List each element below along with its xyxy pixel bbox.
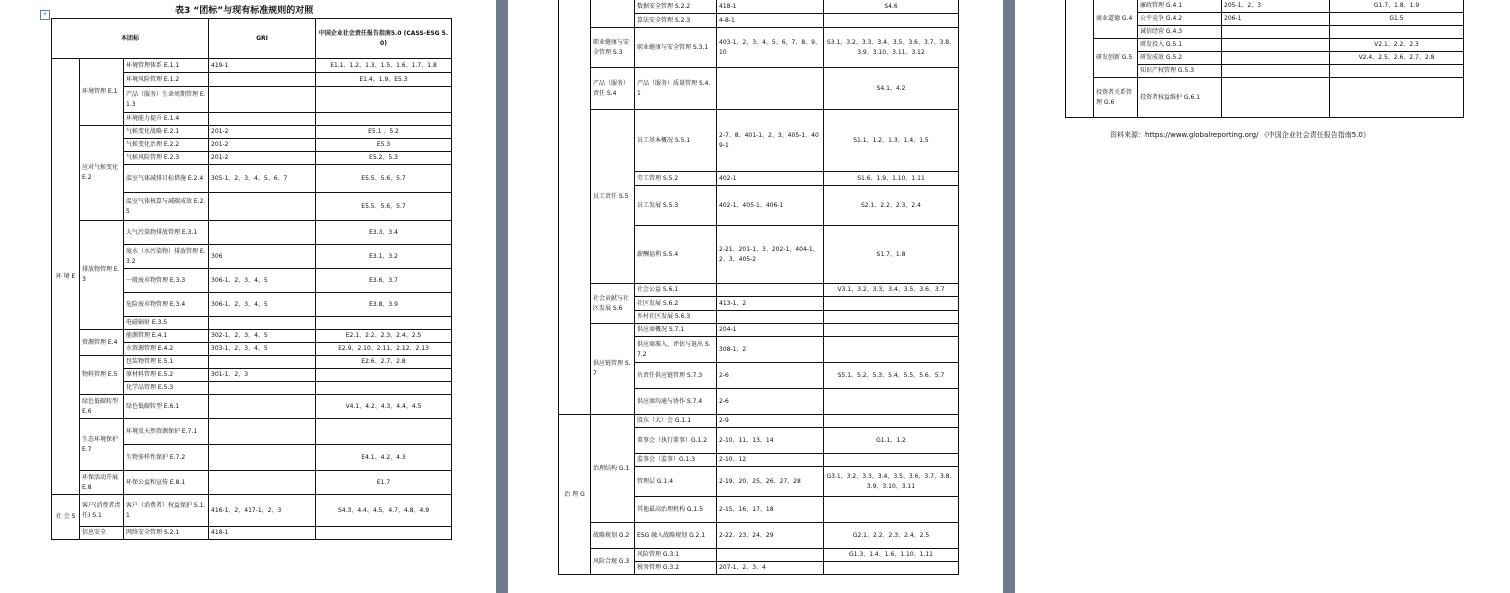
cass-cell: E2.1、2.2、2.3、2.4、2.5 — [316, 330, 452, 343]
cass-cell — [316, 87, 452, 113]
item-label: 数据安全管理 S.2.2 — [635, 0, 717, 14]
item-label: 社会公益 S.6.1 — [635, 284, 717, 297]
table-row — [559, 415, 959, 428]
item-label: 员工基本概况 S.5.1 — [635, 110, 717, 172]
table-row — [559, 284, 959, 297]
group-cell: 信息安全 — [80, 527, 124, 540]
group-cell: 环保活动开展 E.8 — [80, 471, 124, 495]
item-label: 能源管理 E.4.1 — [124, 330, 209, 343]
gri-cell — [1222, 39, 1330, 52]
table-move-icon[interactable]: + — [40, 10, 50, 20]
gri-cell: 201-2 — [209, 152, 316, 165]
item-label: 管理层 G.1.4 — [635, 467, 717, 497]
gri-cell — [717, 284, 824, 297]
item-label: 危险废弃物管理 E.3.4 — [124, 293, 209, 317]
item-label: 供应商概况 S.7.1 — [635, 324, 717, 337]
cass-cell — [824, 14, 959, 28]
table-row — [52, 126, 452, 139]
cass-cell — [1330, 78, 1464, 118]
table-row — [52, 419, 452, 445]
gri-cell — [1222, 65, 1330, 78]
cass-cell — [824, 311, 959, 324]
gri-cell: 418-1 — [209, 527, 316, 540]
cass-cell: S1.1、1.2、1.3、1.4、1.5 — [824, 110, 959, 172]
cass-cell: E5.5、5.6、5.7 — [316, 193, 452, 221]
gri-cell: 2-9 — [717, 415, 824, 428]
gri-cell — [209, 221, 316, 245]
table-row — [559, 549, 959, 562]
item-label: 诚信经营 G.4.3 — [1138, 26, 1222, 39]
cass-cell: S3.1、3.2、3.3、3.4、3.5、3.6、3.7、3.8、3.9、3.10、3.11、3.12 — [824, 28, 959, 68]
item-label: 社区发展 S.6.2 — [635, 297, 717, 311]
group-cell: 商业道德 G.4 — [1094, 0, 1138, 39]
gri-cell: 416-1、2、417-1、2、3 — [209, 495, 316, 527]
cass-cell: E1.7 — [316, 471, 452, 495]
cass-cell: E3.1、3.2 — [316, 245, 452, 269]
gri-cell: 205-1、2、3 — [1222, 0, 1330, 13]
gri-cell — [209, 113, 316, 126]
group-cell: 员工责任 S.5 — [591, 110, 635, 284]
gri-cell: 206-1 — [1222, 13, 1330, 26]
item-label: 董事会（执行董事）G.1.2 — [635, 428, 717, 454]
item-label: 产品（服务）质量管理 S.4.1 — [635, 68, 717, 110]
item-label: 环保公益和宣传 E.8.1 — [124, 471, 209, 495]
item-label: 负责任供应链管理 S.7.3 — [635, 363, 717, 389]
cass-cell: G3.1、3.2、3.3、3.4、3.5、3.6、3.7、3.8、3.9、3.10、3.11 — [824, 467, 959, 497]
group-cell: 资源管理 E.4 — [80, 330, 124, 356]
cass-cell: E3.3、3.4 — [316, 221, 452, 245]
item-label: 原材料管理 E.5.2 — [124, 369, 209, 382]
page-3 — [1015, 0, 1510, 593]
cass-cell: S4.1、4.2 — [824, 68, 959, 110]
cass-cell: E4.1、4.2、4.3 — [316, 445, 452, 471]
group-cell: 治理结构 G.1 — [591, 415, 635, 523]
gri-cell: 204-1 — [717, 324, 824, 337]
item-label: 廉政管理 G.4.1 — [1138, 0, 1222, 13]
group-cell: 职业健康与安全管理 S.3 — [591, 28, 635, 68]
group-cell: 环境管理 E.1 — [80, 59, 124, 126]
cass-cell — [824, 415, 959, 428]
gri-cell: 418-1 — [717, 0, 824, 14]
item-label: 环境及天然资源保护 E.7.1 — [124, 419, 209, 445]
group-cell: 战略规划 G.2 — [591, 523, 635, 549]
cass-cell: S1.7、1.8 — [824, 226, 959, 284]
gri-cell — [209, 356, 316, 369]
cass-cell — [824, 497, 959, 523]
cass-cell: E2.9、2.10、2.11、2.12、2.13 — [316, 343, 452, 356]
gri-cell: 2-19、20、25、26、27、28 — [717, 467, 824, 497]
gri-cell: 4-8-1 — [717, 14, 824, 28]
item-label: 客户（消费者）权益保护 S.1.1 — [124, 495, 209, 527]
item-label: 环境管理体系 E.1.1 — [124, 59, 209, 73]
gri-cell: 301-1、2、3 — [209, 369, 316, 382]
group-cell: 客户(消费者责任) S.1 — [80, 495, 124, 527]
gri-cell — [209, 382, 316, 395]
table-row — [1066, 0, 1464, 13]
item-label: 知识产权管理 G.5.3 — [1138, 65, 1222, 78]
gri-cell: 303-1、2、3、4、5 — [209, 343, 316, 356]
item-label: 气候变化战略 E.2.1 — [124, 126, 209, 139]
group-cell: 绿色低碳转型 E.6 — [80, 395, 124, 419]
table-row — [52, 59, 452, 73]
cass-cell: E3.8、3.9 — [316, 293, 452, 317]
gri-cell — [209, 471, 316, 495]
item-label: 环境能力提升 E.1.4 — [124, 113, 209, 126]
item-label: 包装物管理 E.5.1 — [124, 356, 209, 369]
item-label: 温室气体核算与减碳成效 E.2.5 — [124, 193, 209, 221]
table-row — [559, 324, 959, 337]
level1-social: 社 会 S — [52, 495, 80, 540]
cass-cell: E3.6、3.7 — [316, 269, 452, 293]
item-label: 电磁辐射 E.3.5 — [124, 317, 209, 330]
cass-cell: E5.5、5.6、5.7 — [316, 165, 452, 193]
group-cell: 排放物管理 E.3 — [80, 221, 124, 330]
gri-cell — [209, 87, 316, 113]
item-label: 劳工管理 S.5.2 — [635, 172, 717, 186]
item-label: 乡村社区发展 S.6.3 — [635, 311, 717, 324]
mapping-table-page-3 — [1065, 0, 1464, 118]
cass-cell: V2.4、2.5、2.6、2.7、2.8 — [1330, 52, 1464, 65]
cass-cell: V2.1、2.2、2.3 — [1330, 39, 1464, 52]
gri-cell: 201-2 — [209, 139, 316, 152]
cass-cell: G1.3、1.4、1.6、1.10、1.11 — [824, 549, 959, 562]
cass-cell: E5.2、5.3 — [316, 152, 452, 165]
gri-cell: 2-10、12 — [717, 454, 824, 467]
group-cell: 供应链管理 S.7 — [591, 324, 635, 415]
cass-cell — [1330, 65, 1464, 78]
item-label: 气候风险管理 E.2.3 — [124, 152, 209, 165]
item-label: 气候变化治理 E.2.2 — [124, 139, 209, 152]
table-row — [52, 330, 452, 343]
table-row — [1066, 78, 1464, 118]
item-label: 网络安全管理 S.2.1 — [124, 527, 209, 540]
cass-cell — [824, 324, 959, 337]
cass-cell — [824, 389, 959, 415]
item-label: 职业健康与安全管理 S.3.1 — [635, 28, 717, 68]
item-label: 研发投入 G.5.1 — [1138, 39, 1222, 52]
cass-cell — [316, 382, 452, 395]
table-row — [52, 527, 452, 540]
cass-cell: S2.1、2.2、2.3、2.4 — [824, 186, 959, 226]
cass-cell: S4.6 — [824, 0, 959, 14]
table-row — [559, 523, 959, 549]
gri-cell: 2-22、23、24、29 — [717, 523, 824, 549]
item-label: 大气污染物排放管理 E.3.1 — [124, 221, 209, 245]
cass-cell: E5.1 、5.2 — [316, 126, 452, 139]
cass-cell: E2.6、2.7、2.8 — [316, 356, 452, 369]
gri-cell: 2-7、8、401-1、2、3、405-1、409-1 — [717, 110, 824, 172]
item-label: 供应商沟通与协作 S.7.4 — [635, 389, 717, 415]
cass-cell — [824, 337, 959, 363]
table-row — [52, 356, 452, 369]
item-label: 公平竞争 G.4.2 — [1138, 13, 1222, 26]
table-row — [559, 28, 959, 68]
item-label: 化学品管理 E.5.3 — [124, 382, 209, 395]
header-gri: GRI — [209, 19, 316, 59]
source-note: 资料来源：https://www.globalreporting.org/ 《中国企业社会责任报告指南5.0》 — [1110, 131, 1370, 139]
item-label: 环境风险管理 E.1.2 — [124, 73, 209, 87]
gri-cell: 305-1、2、3、4、5、6、7 — [209, 165, 316, 193]
gri-cell: 2-10、11、13、14 — [717, 428, 824, 454]
gri-cell — [209, 317, 316, 330]
group-cell — [591, 0, 635, 28]
cass-cell — [824, 562, 959, 575]
level1-env: 环 境 E — [52, 59, 80, 495]
gri-cell: 402-1、405-1、406-1 — [717, 186, 824, 226]
page-1 — [0, 0, 496, 593]
cass-cell: E1.1、1.2、1.3、1.5、1.6、1.7、1.8 — [316, 59, 452, 73]
gri-cell — [209, 445, 316, 471]
item-label: 股东（大）会 G.1.1 — [635, 415, 717, 428]
page-2 — [508, 0, 1003, 593]
cass-cell: E1.4、1.9、E5.3 — [316, 73, 452, 87]
table-row — [559, 68, 959, 110]
gri-cell: 302-1、2、3、4、5 — [209, 330, 316, 343]
cass-cell — [316, 527, 452, 540]
mapping-table-page-2 — [558, 0, 959, 575]
item-label: 投资者权益维护 G.6.1 — [1138, 78, 1222, 118]
table-row — [52, 495, 452, 527]
gri-cell — [209, 73, 316, 87]
item-label: 税务管理 G.3.2 — [635, 562, 717, 575]
cass-cell: G1.7、1.8、1.9 — [1330, 0, 1464, 13]
group-cell: 研发创新 G.5 — [1094, 39, 1138, 78]
cass-cell — [316, 113, 452, 126]
item-label: 绿色低碳转型 E.6.1 — [124, 395, 209, 419]
mapping-table-page-1 — [51, 18, 452, 540]
item-label: ESG 融入战略规划 G.2.1 — [635, 523, 717, 549]
gri-cell: 308-1、2 — [717, 337, 824, 363]
table-row — [52, 471, 452, 495]
gri-cell: 402-1 — [717, 172, 824, 186]
gri-cell: 2-6 — [717, 389, 824, 415]
item-label: 供应商准入、评估与退出 S.7.2 — [635, 337, 717, 363]
table-row — [1066, 39, 1464, 52]
table-row — [52, 221, 452, 245]
cass-cell — [316, 419, 452, 445]
gri-cell: 201-2 — [209, 126, 316, 139]
cass-cell: S1.6、1.9、1.10、1.11 — [824, 172, 959, 186]
item-label: 温室气体减排目标措施 E.2.4 — [124, 165, 209, 193]
cass-cell — [824, 297, 959, 311]
level1-gov: 治 理 G — [559, 415, 591, 575]
table-title: 表3 “团标”与现有标准规则的对照 — [175, 6, 314, 16]
item-label: 薪酬福利 S.5.4 — [635, 226, 717, 284]
gri-cell — [1222, 26, 1330, 39]
gri-cell — [1222, 52, 1330, 65]
cass-cell: V3.1、3.2、3.3、3.4、3.5、3.6、3.7 — [824, 284, 959, 297]
item-label: 产品（服务）生命周期管理 E.1.3 — [124, 87, 209, 113]
cass-cell — [316, 369, 452, 382]
group-cell: 生态环境保护 E.7 — [80, 419, 124, 471]
cass-cell: G1.1、1.2 — [824, 428, 959, 454]
page-gutter-2 — [1003, 0, 1015, 593]
cass-cell: S5.1、5.2、5.3、5.4、5.5、5.6、5.7 — [824, 363, 959, 389]
item-label: 监事会（监事）G.1.3 — [635, 454, 717, 467]
item-label: 算法安全管理 S.2.3 — [635, 14, 717, 28]
group-cell: 社会贡献与社区发展 S.6 — [591, 284, 635, 324]
gri-cell — [717, 311, 824, 324]
gri-cell — [717, 68, 824, 110]
item-label: 研发成效 G.5.2 — [1138, 52, 1222, 65]
cass-cell — [316, 317, 452, 330]
header-cass: 中国企业社会责任报告指南5.0 (CASS-ESG 5.0) — [316, 19, 452, 59]
page-gutter-1 — [496, 0, 508, 593]
cass-cell: G1.5 — [1330, 13, 1464, 26]
gri-cell: 306 — [209, 245, 316, 269]
gri-cell: 306-1、2、3、4、5 — [209, 269, 316, 293]
table-row — [559, 110, 959, 172]
cass-cell — [824, 454, 959, 467]
gri-cell — [1222, 78, 1330, 118]
cass-cell: S4.3、4.4、4.5、4.7、4.8、4.9 — [316, 495, 452, 527]
item-label: 员工发展 S.5.3 — [635, 186, 717, 226]
gri-cell: 306-1、2、3、4、5 — [209, 293, 316, 317]
item-label: 风险管理 G.3.1 — [635, 549, 717, 562]
item-label: 其他最高治理机构 G.1.5 — [635, 497, 717, 523]
group-cell: 应对气候变化 E.2 — [80, 126, 124, 221]
group-cell: 投资者关系管理 G.6 — [1094, 78, 1138, 118]
gri-cell: 207-1、2、3、4 — [717, 562, 824, 575]
item-label: 水资源管理 E.4.2 — [124, 343, 209, 356]
group-cell: 风险合规 G.3 — [591, 549, 635, 575]
level1-gov-cont — [1066, 0, 1094, 118]
table-row — [52, 395, 452, 419]
gri-cell: 2-6 — [717, 363, 824, 389]
cass-cell: G2.1、2.2、2.3、2.4、2.5 — [824, 523, 959, 549]
gri-cell: 2-21、201-1、3、202-1、404-1、2、3、405-2 — [717, 226, 824, 284]
gri-cell — [209, 419, 316, 445]
item-label: 一般废弃物管理 E.3.3 — [124, 269, 209, 293]
header-standard: 本团标 — [52, 19, 209, 59]
gri-cell — [209, 193, 316, 221]
group-cell: 产品（服务）责任 S.4 — [591, 68, 635, 110]
group-cell: 物料管理 E.5 — [80, 356, 124, 395]
gri-cell: 403-1、2、3、4、5、6、7、8、9、10 — [717, 28, 824, 68]
item-label: 废水（水污染物）排放管理 E.3.2 — [124, 245, 209, 269]
gri-cell: 413-1、2 — [717, 297, 824, 311]
level1-social-cont — [559, 0, 591, 415]
cass-cell: E5.3 — [316, 139, 452, 152]
cass-cell: V4.1、4.2、4.3、4.4、4.5 — [316, 395, 452, 419]
cass-cell — [1330, 26, 1464, 39]
gri-cell — [717, 549, 824, 562]
item-label: 生物多样性保护 E.7.2 — [124, 445, 209, 471]
gri-cell — [209, 395, 316, 419]
gri-cell: 419-1 — [209, 59, 316, 73]
gri-cell: 2-15、16、17、18 — [717, 497, 824, 523]
table-row — [559, 0, 959, 14]
